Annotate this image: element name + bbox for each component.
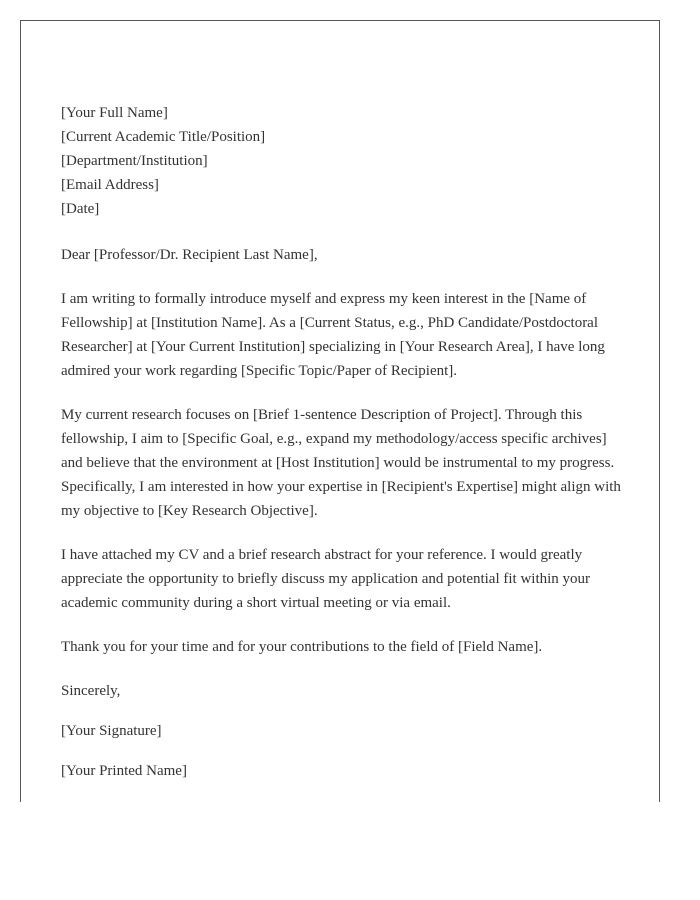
paragraph-thanks: Thank you for your time and for your contributions to the field of [Field Name].: [61, 639, 543, 655]
signature: [Your Signature]: [61, 723, 162, 739]
letter-page: [20, 20, 660, 802]
sender-date: [Date]: [61, 201, 100, 217]
letter-body: [61, 101, 621, 802]
sender-title: [Current Academic Title/Position]: [61, 129, 266, 145]
salutation: Dear [Professor/Dr. Recipient Last Name],: [61, 247, 318, 263]
paragraph-attachments: I have attached my CV and a brief research abstract for your reference. I would greatly appreciate the opportunity to briefly discuss my application and potential fit within your academic community during a short virtual meeting or via email.: [61, 547, 591, 611]
sender-department: [Department/Institution]: [61, 153, 208, 169]
sender-full-name: [Your Full Name]: [61, 105, 168, 121]
paragraph-introduction: I am writing to formally introduce myself and express my keen interest in the [Name of Fellowship] at [Institution Name]. As a [Current Status, e.g., PhD Candidate/Postdoctoral Researcher] at [Your Current Institution] specializing in [Your Research Area], I have long admired your work regarding [Specific Topic/Paper of Recipient].: [61, 291, 605, 379]
paragraph-research: My current research focuses on [Brief 1-sentence Description of Project]. Through this fellowship, I aim to [Specific Goal, e.g., expand my methodology/access specific archives] and believe that the environment at [Host Institution] would be instrumental to my progress. Specifically, I am interested in how your expertise in [Recipient's Expertise] might align with my objective to [Key Research Objective].: [61, 407, 621, 519]
closing: Sincerely,: [61, 683, 121, 699]
printed-name: [Your Printed Name]: [61, 763, 187, 779]
sender-block: [61, 101, 621, 221]
sender-email: [Email Address]: [61, 177, 159, 193]
